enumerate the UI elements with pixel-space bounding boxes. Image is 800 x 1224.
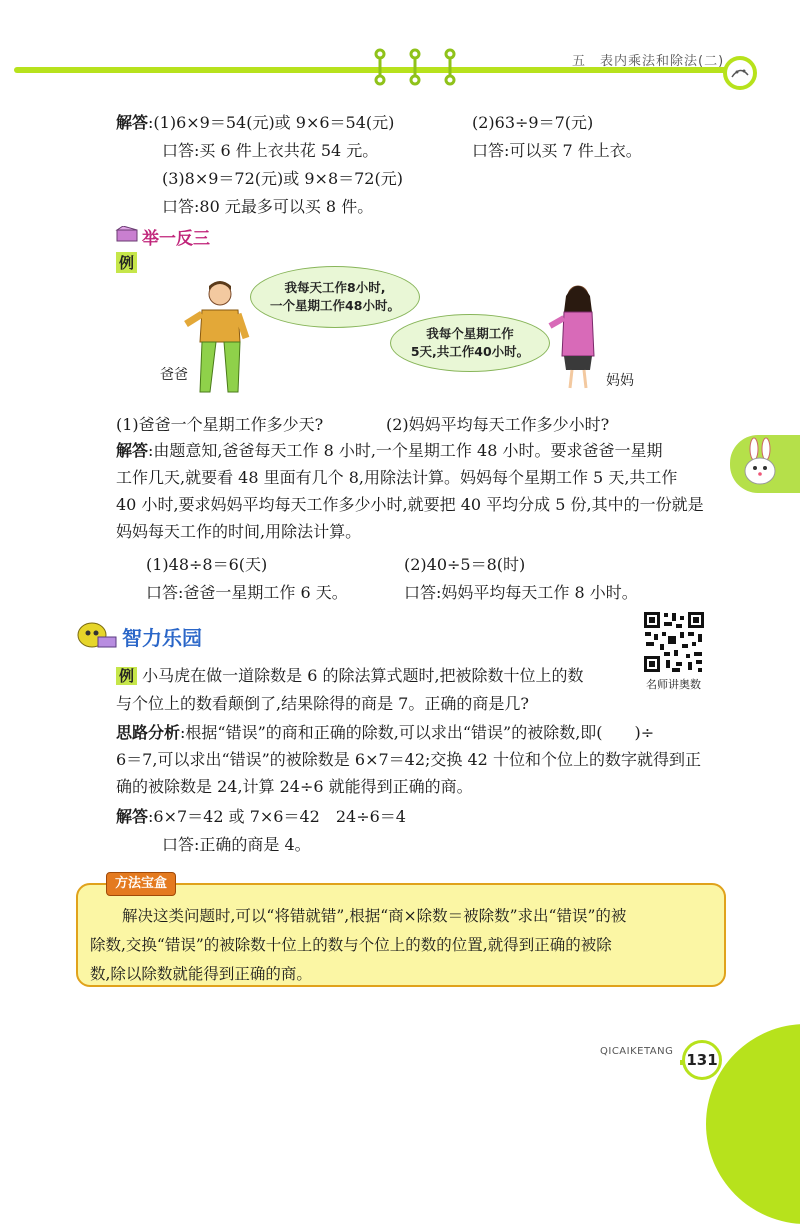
answer-label: 解答	[116, 113, 149, 132]
calc-1: (1)48÷8＝6(天)	[146, 555, 268, 574]
answer1-line2b: 口答:可以买 7 件上衣。	[472, 141, 642, 160]
answer2-paragraph: 解答:由题意知,爸爸每天工作 8 小时,一个星期工作 48 小时。要求爸爸一星期 工作几天,就要看 48 里面有几个 8,用除法计算。妈妈每个星期工作 5 天,共工作 40 小时,要求妈妈平均每天工作多少小时,就要把 40 平均分成 5 份,其中的一份就是 妈妈每天工作的时间,用除法计算。	[116, 441, 704, 541]
analysis-label: 思路分析	[116, 723, 181, 742]
answer1-line3: (3)8×9＝72(元)或 9×8＝72(元)	[162, 169, 403, 188]
pencil-box-icon	[114, 226, 140, 244]
speech-bubble-dad: 我每天工作8小时, 一个星期工作48小时。	[250, 266, 420, 328]
dad-label: 爸爸	[160, 367, 188, 383]
page-number: 131	[682, 1040, 722, 1080]
footer-brand: QICAIKETANG	[600, 1046, 674, 1057]
mom-label: 妈妈	[606, 373, 634, 389]
method-box-title: 方法宝盒	[106, 872, 176, 896]
calc-2-answer: 口答:妈妈平均每天工作 8 小时。	[404, 583, 638, 602]
section-title-jyfs: 举一反三	[142, 229, 210, 249]
calc-2: (2)40÷5＝8(时)	[404, 555, 526, 574]
binder-rings-decoration	[370, 48, 460, 88]
answer-label: 解答	[116, 441, 149, 460]
speech-bubble-mom: 我每个星期工作 5天,共工作40小时。	[390, 314, 550, 372]
answer1-line1: 解答:(1)6×9＝54(元)或 9×6＝54(元)	[116, 113, 395, 132]
qr-code[interactable]	[642, 610, 706, 674]
analysis-paragraph: 思路分析:根据“错误”的商和正确的除数,可以求出“错误”的被除数,即( )÷ 6＝7,可以求出“错误”的被除数是 6×7＝42;交换 42 十位和个位上的数字就得到正 确的被除数是 24,计算 24÷6 就能得到正确的商。	[116, 723, 701, 796]
method-box-text: 解决这类问题时,可以“将错就错”,根据“商×除数＝被除数”求出“错误”的被 除数,交换“错误”的被除数十位上的数与个位上的数的位置,就得到正确的被除 数,除以除数就能得到正确的商。	[90, 907, 627, 983]
qr-caption: 名师讲奥数	[646, 678, 701, 691]
dad-figure	[180, 280, 260, 400]
answer1-line1b: (2)63÷9＝7(元)	[472, 113, 594, 132]
answer1-line2: 口答:买 6 件上衣共花 54 元。	[162, 141, 379, 160]
chapter-title: 五 表内乘法和除法(二)	[572, 54, 725, 69]
bunny-icon	[734, 437, 784, 491]
calc-1-answer: 口答:爸爸一星期工作 6 天。	[146, 583, 348, 602]
bird-emblem-icon	[722, 55, 758, 91]
example-label: 例	[116, 667, 137, 685]
answer3-line1: 解答:6×7＝42 或 7×6＝42 24÷6＝4	[116, 807, 406, 826]
answer3-line2: 口答:正确的商是 4。	[162, 835, 311, 854]
answer1-line4: 口答:80 元最多可以买 8 件。	[162, 197, 374, 216]
example2-line1: 例 小马虎在做一道除数是 6 的除法算式题时,把被除数十位上的数	[116, 665, 584, 687]
section-title-zlly: 智力乐园	[122, 626, 202, 650]
example2-line2: 与个位上的数看颠倒了,结果除得的商是 7。正确的商是几?	[116, 694, 529, 713]
question-1: (1)爸爸一个星期工作多少天?	[116, 415, 324, 434]
question-2: (2)妈妈平均每天工作多少小时?	[386, 415, 610, 434]
brain-mascot-icon	[74, 615, 120, 651]
answer-label: 解答	[116, 807, 149, 826]
example-label: 例	[116, 252, 137, 273]
